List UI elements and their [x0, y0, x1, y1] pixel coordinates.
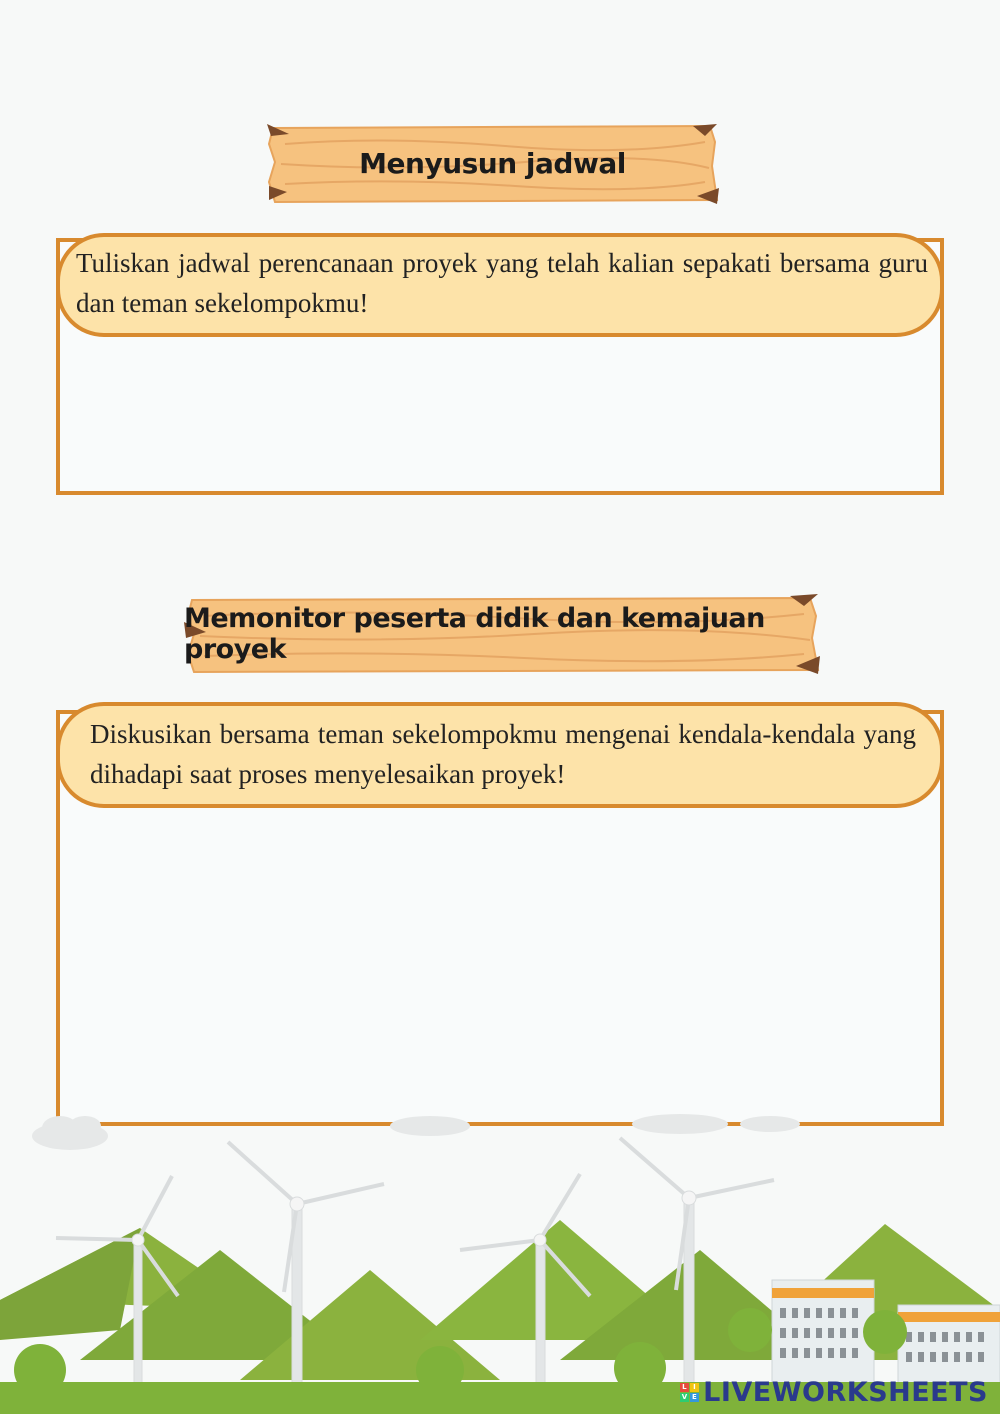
cloud-icon	[32, 1116, 108, 1150]
section1-prompt-text: Tuliskan jadwal perencanaan proyek yang telah kalian sepakati bersama guru dan teman sekelompokmu!	[76, 248, 928, 318]
section2-answer-input[interactable]	[68, 814, 940, 1120]
section2-prompt-text: Diskusikan bersama teman sekelompokmu mengenai kendala-kendala yang dihadapi saat proses menyelesaikan proyek!	[90, 719, 916, 789]
section1-answer-input[interactable]	[68, 342, 940, 490]
liveworksheets-logo-icon	[680, 1383, 699, 1402]
logo-letter: I	[690, 1383, 699, 1392]
cloud-icon	[390, 1114, 800, 1136]
wind-farm-illustration	[0, 1100, 1000, 1414]
section1-title: Menyusun jadwal	[359, 146, 626, 180]
section1-title-sign	[265, 122, 720, 204]
logo-letter: E	[692, 1393, 698, 1401]
liveworksheets-watermark	[680, 1377, 988, 1408]
section1-prompt-banner	[56, 233, 944, 337]
logo-letter: V	[681, 1393, 688, 1401]
section2-title-sign	[184, 594, 820, 674]
brand-name: LIVEWORKSHEETS	[703, 1377, 988, 1408]
logo-letter: L	[680, 1383, 689, 1392]
section2-title: Memonitor peserta didik dan kemajuan proyek	[184, 603, 765, 665]
section2-prompt-banner	[56, 702, 944, 808]
